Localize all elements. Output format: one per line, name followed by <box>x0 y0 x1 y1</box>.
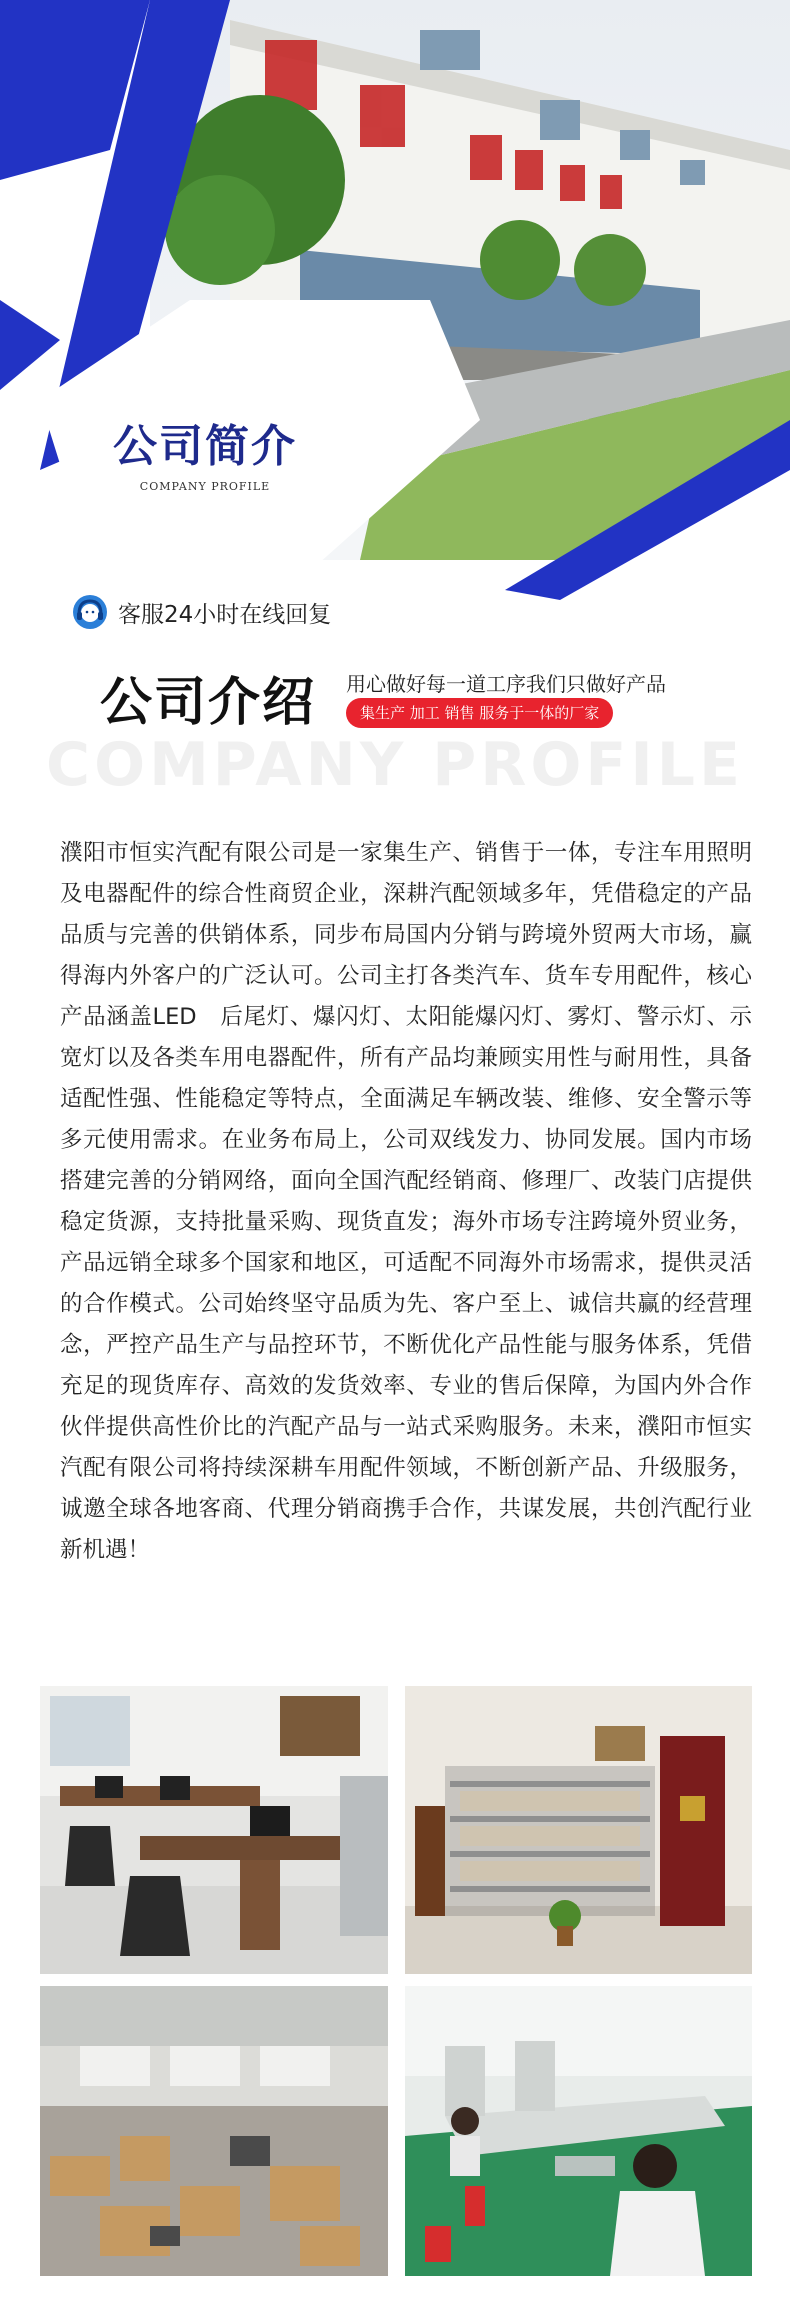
workshop-photo <box>405 1986 752 2276</box>
hero-title: 公司简介 <box>113 421 297 472</box>
company-intro: 濮阳市恒实汽配有限公司是一家集生产、销售于一体，专注车用照明及电器配件的综合性商贸企业，深耕汽配领域多年，凭借稳定的产品品质与完善的供销体系，同步布局国内分销与跨境外贸两大市场，赢得海内外客户的广泛认可。公司主打各类汽车、货车专用配件，核心产品涵盖LED 后尾灯、爆闪灯、太阳能爆闪灯、雾灯、警示灯、示宽灯以及各类车用电器配件，所有产品均兼顾实用性与耐用性，具备适配性强、性能稳定等特点，全面满足车辆改装、维修、安全警示等多元使用需求。在业务布局上，公司双线发力、协同发展。国内市场搭建完善的分销网络，面向全国汽配经销商、修理厂、改装门店提供稳定货源，支持批量采购、现货直发；海外市场专注跨境外贸业务，产品远销全球多个国家和地区，可适配不同海外市场需求，提供灵活的合作模式。公司始终坚守品质为先、客户至上、诚信共赢的经营理念，严控产品生产与品控环节，不断优化产品性能与服务体系，凭借充足的现货库存、高效的发货效率、专业的售后保障，为国内外合作伙伴提供高性价比的汽配产品与一站式采购服务。未来，濮阳市恒实汽配有限公司将持续深耕车用配件领域，不断创新产品、升级服务，诚邀全球各地客商、代理分销商携手合作，共谋发展，共创汽配行业新机遇！ <box>60 840 752 1563</box>
hero-subtitle: COMPANY PROFILE <box>139 480 271 493</box>
showroom-photo <box>405 1686 752 1974</box>
heading-badge: 集生产 加工 销售 服务于一体的厂家 <box>346 698 613 728</box>
office-photo <box>40 1686 388 1974</box>
warehouse-photo <box>40 1986 388 2276</box>
heading-english: COMPANY PROFILE <box>46 730 744 800</box>
service-text: 客服24小时在线回复 <box>118 601 332 628</box>
section-heading <box>0 650 790 800</box>
heading-title: 公司介绍 <box>100 673 317 733</box>
heading-tagline: 用心做好每一道工序我们只做好产品 <box>346 672 666 696</box>
hero-banner <box>0 0 790 600</box>
hero-title-card <box>60 370 350 570</box>
service-line <box>72 590 331 634</box>
headset-icon <box>72 594 108 630</box>
